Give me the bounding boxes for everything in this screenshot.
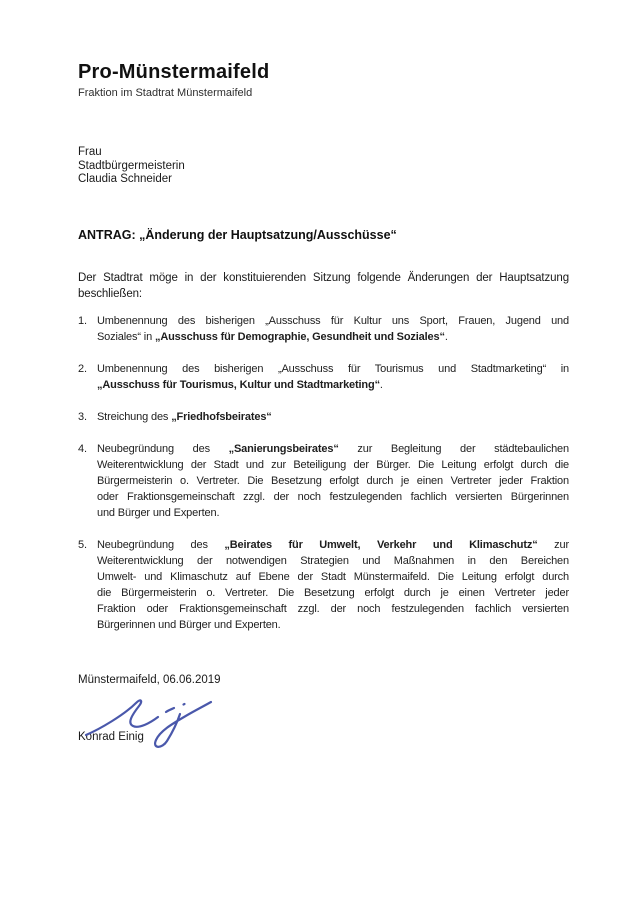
text-segment: und Bürger und Experten. (97, 506, 220, 519)
item-line (97, 553, 569, 569)
page-title: Pro-Münstermaifeld (78, 61, 270, 83)
recipient-block (78, 146, 569, 187)
text-segment: beschließen: (78, 287, 143, 300)
text-segment: Bürgerinnen und Bürger und Experten. (97, 618, 281, 631)
text-segment: Soziales“ in (97, 330, 155, 343)
recipient-line: Frau (78, 146, 102, 158)
text-segment: Bürgermeisterin o. Vertreter. Die Besetzung erfolgt durch je einen Vertreter jeder Fraktion (97, 474, 569, 487)
intro-line (78, 270, 569, 286)
item-number: 2. (78, 362, 87, 375)
text-segment: Fraktion oder Fraktionsgemeinschaft zzgl. der noch festzulegenden fachlich versierten (97, 602, 569, 615)
item-line (97, 505, 569, 521)
text-segment: Streichung des (97, 410, 172, 423)
item-line (97, 329, 569, 345)
item-text (97, 361, 569, 393)
text-segment: Neubegründung des (97, 442, 229, 455)
list-item (78, 441, 569, 521)
item-line (97, 361, 569, 377)
item-line (97, 585, 569, 601)
item-line (97, 409, 569, 425)
text-segment: die Bürgermeisterin o. Vertreter. Die Besetzung erfolgt durch je einen Vertreter jeder (97, 586, 569, 599)
subject-line: ANTRAG: „Änderung der Hauptsatzung/Ausschüsse“ (78, 227, 397, 242)
item-text (97, 537, 569, 633)
item-line (97, 473, 569, 489)
text-segment: . (444, 330, 448, 343)
item-line (97, 617, 569, 633)
list-item (78, 537, 569, 633)
item-line (97, 537, 569, 553)
bold-text-segment: „Ausschuss für Tourismus, Kultur und Stadtmarketing“ (97, 378, 380, 391)
text-segment: zur (537, 538, 569, 551)
bold-text-segment: „Ausschuss für Demographie, Gesundheit und Soziales“ (154, 330, 445, 343)
item-number: 5. (78, 538, 87, 551)
signature-graphic (80, 695, 220, 753)
page-subtitle: Fraktion im Stadtrat Münstermaifeld (78, 87, 253, 99)
intro-line (78, 286, 569, 302)
signature-block (78, 695, 569, 761)
letter-head (78, 60, 569, 100)
text-segment: Neubegründung des (97, 538, 225, 551)
list-item (78, 409, 569, 425)
text-segment: Weiterentwicklung der Stadt und zur Beteiligung der Bürger. Die Leitung erfolgt durch die (97, 458, 569, 471)
list-item (78, 313, 569, 345)
numbered-list (78, 313, 569, 633)
item-line (97, 489, 569, 505)
text-segment: Umwelt- und Klimaschutz auf Ebene der Stadt Münstermaifeld. Die Leitung erfolgt durch (97, 570, 569, 583)
item-line (97, 457, 569, 473)
item-text (97, 409, 569, 425)
item-number: 1. (78, 314, 87, 327)
text-segment: Weiterentwicklung der notwendigen Strategien und Maßnahmen in den Bereichen (97, 554, 569, 567)
text-segment: . (379, 378, 383, 391)
text-segment: Der Stadtrat möge in der konstituierenden Sitzung folgende Änderungen der Hauptsatzung (78, 271, 569, 284)
list-item (78, 361, 569, 393)
item-text (97, 441, 569, 521)
item-line (97, 601, 569, 617)
item-line (97, 313, 569, 329)
text-segment: zur Begleitung der städtebaulichen (338, 442, 569, 455)
bold-text-segment: „Sanierungsbeirates“ (228, 442, 339, 455)
item-line (97, 569, 569, 585)
recipient-line: Stadtbürgermeisterin (78, 159, 185, 172)
text-segment: Umbenennung des bisherigen „Ausschuss für Kultur uns Sport, Frauen, Jugend und (97, 314, 569, 327)
intro-paragraph (78, 270, 569, 302)
item-line (97, 377, 569, 393)
item-text (97, 313, 569, 345)
bold-text-segment: „Beirates für Umwelt, Verkehr und Klimaschutz“ (224, 538, 538, 551)
text-segment: Umbenennung des bisherigen „Ausschuss für Tourismus und Stadtmarketing“ in (97, 362, 569, 375)
text-segment: oder Fraktionsgemeinschaft zzgl. der noch festzulegenden fachlich versierten Bürgerinnen (97, 490, 569, 503)
item-line (97, 441, 569, 457)
recipient-line: Claudia Schneider (78, 173, 172, 185)
bold-text-segment: „Friedhofsbeirates“ (171, 410, 272, 423)
signatory-name: Konrad Einig (78, 730, 144, 743)
item-number: 3. (78, 410, 87, 423)
item-number: 4. (78, 442, 87, 455)
date-line: Münstermaifeld, 06.06.2019 (78, 673, 221, 686)
